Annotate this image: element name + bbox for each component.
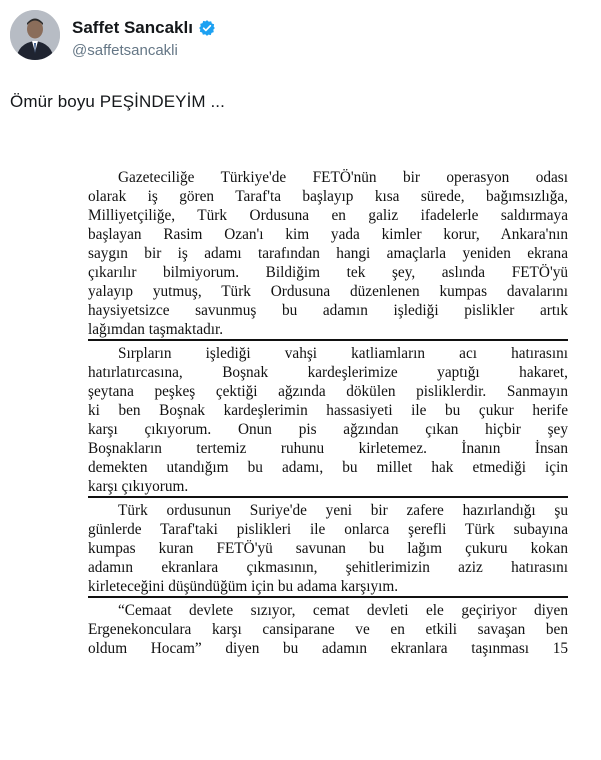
verified-badge-icon	[198, 19, 216, 37]
doc-line: Gazeteciliğe Türkiye'de FETÖ'nün bir operasyon odası	[118, 169, 568, 186]
doc-line: demekten utandığım bu adamı, bu millet hak etmediği için	[88, 459, 568, 476]
underline-rule	[88, 596, 568, 598]
underline-rule	[88, 339, 568, 341]
doc-line: adamın ekranlara çıkmasının, şehitlerimizin aziz hatırasını	[88, 559, 568, 576]
tweet-text: Ömür boyu PEŞİNDEYİM ...	[10, 92, 225, 111]
doc-line: karşı çıkıyorum. Onun pis ağzından çıkan hiçbir şey	[88, 421, 568, 438]
user-handle[interactable]: @saffetsancakli	[72, 42, 178, 59]
avatar[interactable]	[10, 10, 60, 60]
doc-line: Ergenekonculara karşı cansiparane ve en etkili savaşan ben	[88, 621, 568, 638]
doc-line: kumpas kuran FETÖ'yü savunan bu lağım çukuru kokan	[88, 540, 568, 557]
doc-line: Sırpların işlediği vahşi katliamların acı hatırasını	[118, 345, 568, 362]
doc-line: lağımdan taşmaktadır.	[88, 321, 224, 338]
doc-line: saygın bir iş adamı tarafından hangi amaçlarla yeniden ekrana	[88, 245, 568, 262]
doc-line: başlayan Rasim Ozan'ı kim yada kimler korur, Ankara'nın	[88, 226, 568, 243]
doc-line: ki ben Boşnak kardeşlerimin hassasiyeti ile bu çukur herife	[88, 402, 568, 419]
doc-line: oldum Hocam” diyen bu adamın ekranlara taşınması 15	[88, 640, 568, 657]
display-name[interactable]: Saffet Sancaklı	[72, 18, 193, 37]
doc-line: Türk ordusunun Suriye'de yeni bir zafere hazırlandığı şu	[118, 502, 568, 519]
underline-rule	[88, 496, 568, 498]
doc-line: “Cemaat devlete sızıyor, cemat devleti ele geçiriyor diyen	[118, 602, 568, 619]
doc-line: hatırlatırcasına, Boşnak kardeşlerimize yaptığı hakaret,	[88, 364, 568, 381]
attached-document-image[interactable]	[0, 140, 601, 760]
doc-line: Milliyetçiliğe, Türk Ordusuna en galiz ifadelerle saldırmaya	[88, 207, 568, 224]
doc-line: yalayıp yutmuş, Türk Ordusuna düzenlenen kumpas davalarını	[88, 283, 568, 300]
avatar-person-icon	[10, 10, 60, 60]
name-row	[72, 18, 216, 38]
doc-line: karşı çıkıyorum.	[88, 478, 189, 495]
doc-line: Boşnakların tertemiz ruhunu kirletemez. İnanın İnsan	[88, 440, 568, 457]
doc-line: şeytana peşkeş çektiği ağzında dökülen pisliklerdir. Sanmayın	[88, 383, 568, 400]
tweet-header	[10, 10, 590, 66]
doc-line: günlerde Taraf'taki pislikleri ile onlarca şerefli Türk subayına	[88, 521, 568, 538]
doc-line: haysiyetsizce savunmuş bu adamın işlediği pislikler artık	[88, 302, 568, 319]
doc-line: olarak iş gören Taraf'ta başlayıp kısa sürede, bağımsızlığa,	[88, 188, 568, 205]
doc-line: kirleteceğini düşündüğüm için bu adama karşıyım.	[88, 578, 399, 595]
doc-line: çıkarılır bilmiyorum. Bildiğim tek şey, aslında FETÖ'yü	[88, 264, 568, 281]
